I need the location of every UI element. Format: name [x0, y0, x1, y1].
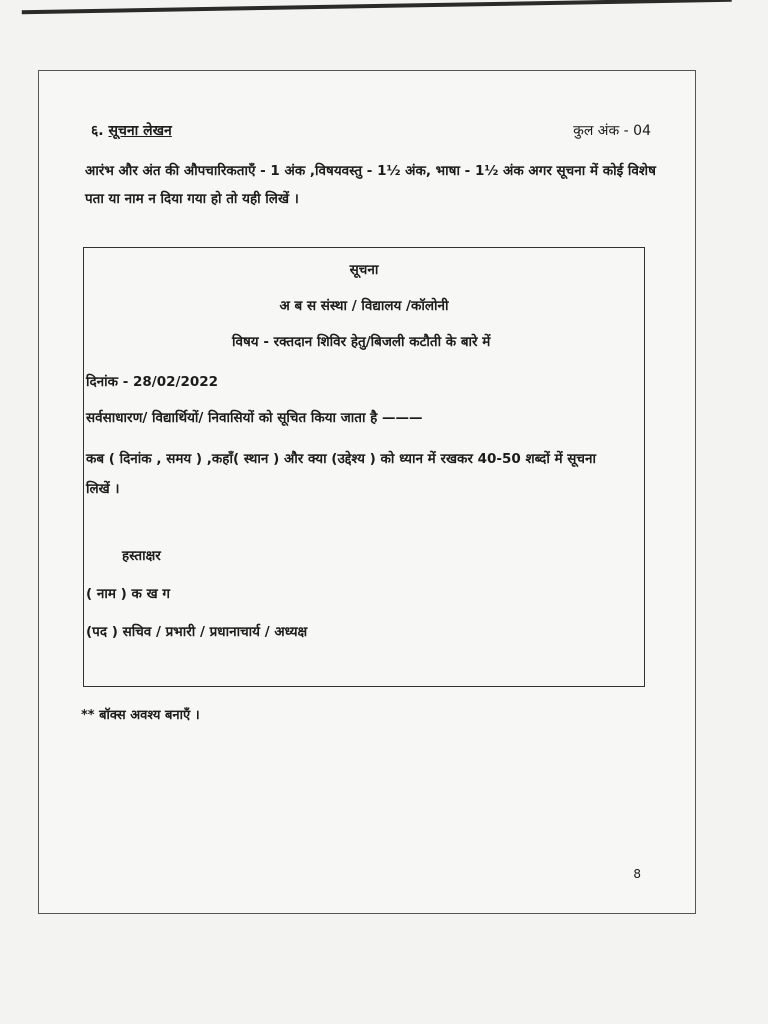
- notice-post: (पद ) सचिव / प्रभारी / प्रधानाचार्य / अध्यक्ष: [86, 624, 308, 640]
- notice-addressee: सर्वसाधारण/ विद्यार्थियों/ निवासियों को सूचित किया जाता है ———: [86, 410, 423, 426]
- notice-name: ( नाम ) क ख ग: [86, 586, 170, 602]
- page-number: 8: [633, 867, 641, 881]
- section-heading: [91, 121, 651, 140]
- notice-box: [83, 247, 645, 687]
- notice-date: दिनांक - 28/02/2022: [86, 374, 219, 390]
- section-title: सूचना लेखन: [108, 123, 172, 139]
- notice-body: कब ( दिनांक , समय ) ,कहाँ( स्थान ) और क्या (उद्देश्य ) को ध्यान में रखकर 40-50 शब्दों में सूचना लिखें ।: [86, 451, 596, 497]
- page-frame: [38, 70, 696, 914]
- footnote: ** बॉक्स अवश्य बनाएँ ।: [81, 708, 200, 723]
- page-top-edge: [22, 0, 732, 44]
- total-marks: कुल अंक - 04: [573, 123, 651, 139]
- notice-signature: हस्ताक्षर: [122, 548, 161, 564]
- notice-organization: अ ब स संस्था / विद्यालय /कॉलोनी: [279, 298, 449, 314]
- marking-instructions: आरंभ और अंत की औपचारिकताएँ - 1 अंक ,विषयवस्तु - 1½ अंक, भाषा - 1½ अंक अगर सूचना में कोई विशेष पता या नाम न दिया गया हो तो यही लिखें ।: [85, 163, 656, 207]
- notice-title: सूचना: [349, 262, 379, 278]
- notice-subject: विषय - रक्तदान शिविर हेतु/बिजली कटौती के बारे में: [232, 334, 491, 350]
- section-number: ६.: [91, 123, 104, 139]
